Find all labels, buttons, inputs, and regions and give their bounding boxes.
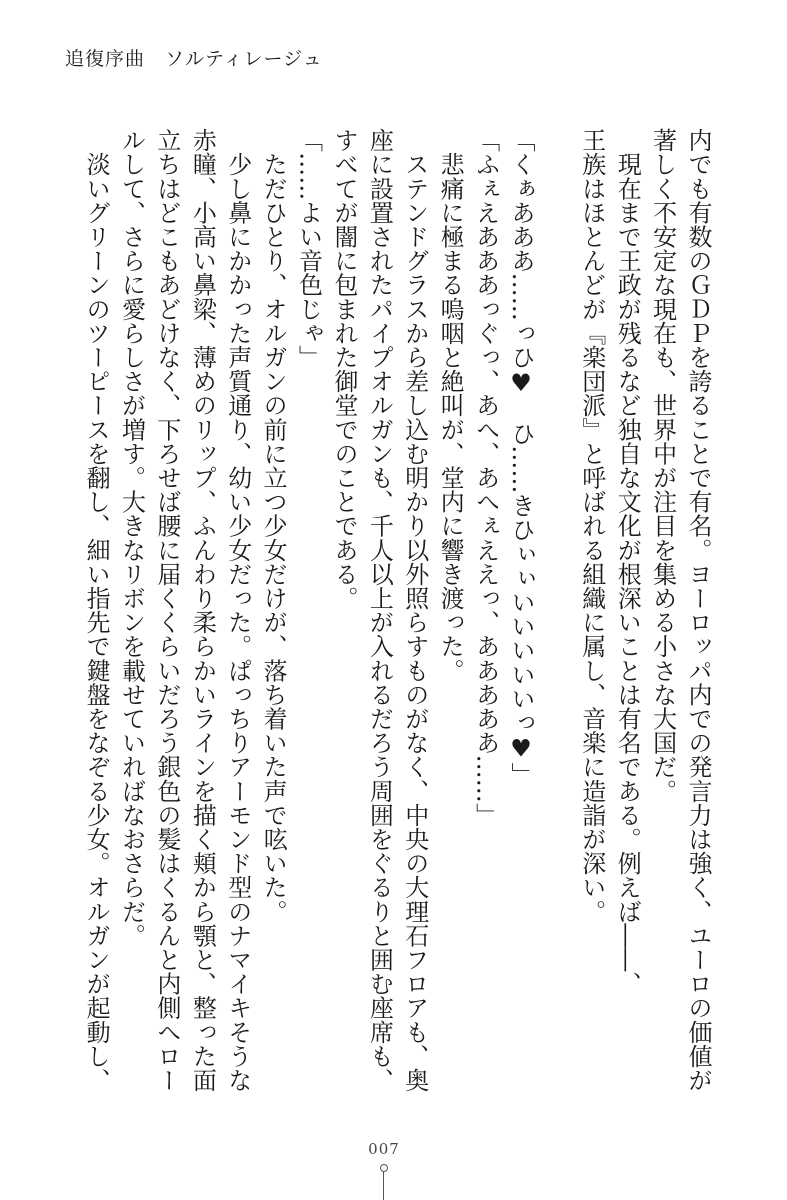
text-line: 著しく不安定な現在も、世界中が注目を集める小さな大国だ。: [648, 128, 677, 803]
text-line: 悲痛に極まる嗚咽と絶叫が、堂内に響き渡った。: [436, 128, 465, 683]
text-line: 内でも有数のＧＤＰを誇ることで有名。ヨーロッパ内での発言力は強く、ユーロの価値が: [684, 128, 712, 1092]
text-line: 王族はほとんどが『楽団派』と呼ばれる組織に属し、音楽に造詣が深い。: [577, 128, 606, 924]
text-line: 淡いグリーンのツーピースを翻し、細い指先で鍵盤をなぞる少女。オルガンが起動し、: [82, 128, 111, 1092]
text-line: ただひとり、オルガンの前に立つ少女だけが、落ち着いた声で呟いた。: [259, 128, 288, 924]
dialogue-line: 「ふぇえあああっぐっ、あへ、あへぇええっ、あああああ……」: [471, 128, 500, 827]
text-line: すべてが闇に包まれた御堂でのことである。: [329, 128, 358, 610]
text-line: 現在まで王政が残るなど独自な文化が根深いことは有名である。例えば――、: [613, 128, 642, 996]
running-title: 追復序曲 ソルティレージュ: [65, 48, 323, 70]
text-line: 座に設置されたパイプオルガンも、千人以上が入れるだろう周囲をぐるりと囲む座席も、: [365, 128, 394, 1092]
page-number: 007: [368, 1140, 400, 1158]
dialogue-line: 「……よい音色じゃ」: [294, 128, 323, 369]
text-line: ステンドグラスから差し込む明かり以外照らすものがなく、中央の大理石フロアも、奥: [400, 128, 429, 1092]
page-marker-line: [383, 1172, 384, 1200]
text-line: 立ちはどこもあどけなく、下ろせば腰に届くくらいだろう銀色の髪はくるんと内側へロー: [152, 128, 181, 1092]
dialogue-line: 「くぁあああ……っひ♥ ひ……きひぃぃいいいいいっ♥」: [506, 128, 535, 787]
text-line: ルして、さらに愛らしさが増す。大きなリボンを載せていればなおさらだ。: [117, 128, 146, 948]
page-marker-icon: [380, 1164, 388, 1172]
text-line: 赤瞳、小高い鼻梁、薄めのリップ、ふんわり柔らかいラインを描く頬から顎と、整った面: [188, 128, 217, 1092]
text-line: 少し鼻にかかった声質通り、幼い少女だった。ぱっちりアーモンド型のナマイキそうな: [223, 128, 252, 1092]
vertical-text-body: [78, 128, 715, 1108]
blank-line: [538, 128, 573, 1108]
